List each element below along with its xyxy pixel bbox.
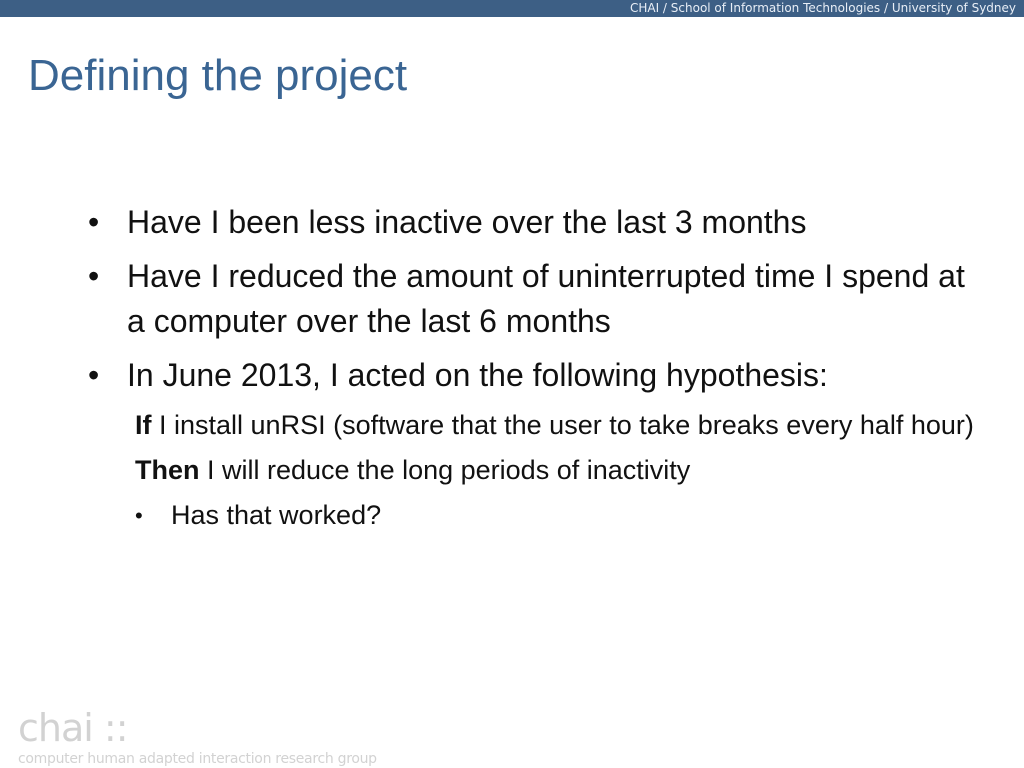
slide-content: [88, 200, 988, 534]
bullet-text: Have I been less inactive over the last 3 months: [127, 204, 807, 240]
logo-subtitle: computer human adapted interaction research group: [18, 751, 377, 767]
bullet-item: [88, 353, 988, 398]
header-bar: [0, 0, 1024, 17]
bullet-glyph: •: [88, 357, 100, 393]
chai-logo: [18, 706, 377, 768]
sub-bullet-glyph: •: [135, 503, 143, 528]
hypothesis-if: [135, 407, 975, 444]
bullet-text: Have I reduced the amount of uninterrupted time I spend at a computer over the last 6 months: [127, 258, 965, 339]
if-keyword: If: [135, 410, 152, 440]
bullet-item: [88, 254, 988, 344]
logo-main-text: chai ::: [18, 706, 128, 750]
header-breadcrumb: CHAI / School of Information Technologies / University of Sydney: [629, 1, 1016, 15]
hypothesis-then: [135, 452, 975, 489]
bullet-glyph: •: [88, 258, 100, 294]
slide-title: Defining the project: [28, 51, 408, 100]
bullet-item: [88, 200, 988, 245]
sub-bullet-text: Has that worked?: [171, 500, 382, 530]
bullet-text: In June 2013, I acted on the following hypothesis:: [127, 357, 828, 393]
then-keyword: Then: [135, 455, 200, 485]
then-text: I will reduce the long periods of inactivity: [199, 455, 691, 485]
if-text: I install unRSI (software that the user to take breaks every half hour): [151, 410, 974, 440]
sub-bullet-item: [135, 497, 988, 534]
bullet-glyph: •: [88, 204, 100, 240]
